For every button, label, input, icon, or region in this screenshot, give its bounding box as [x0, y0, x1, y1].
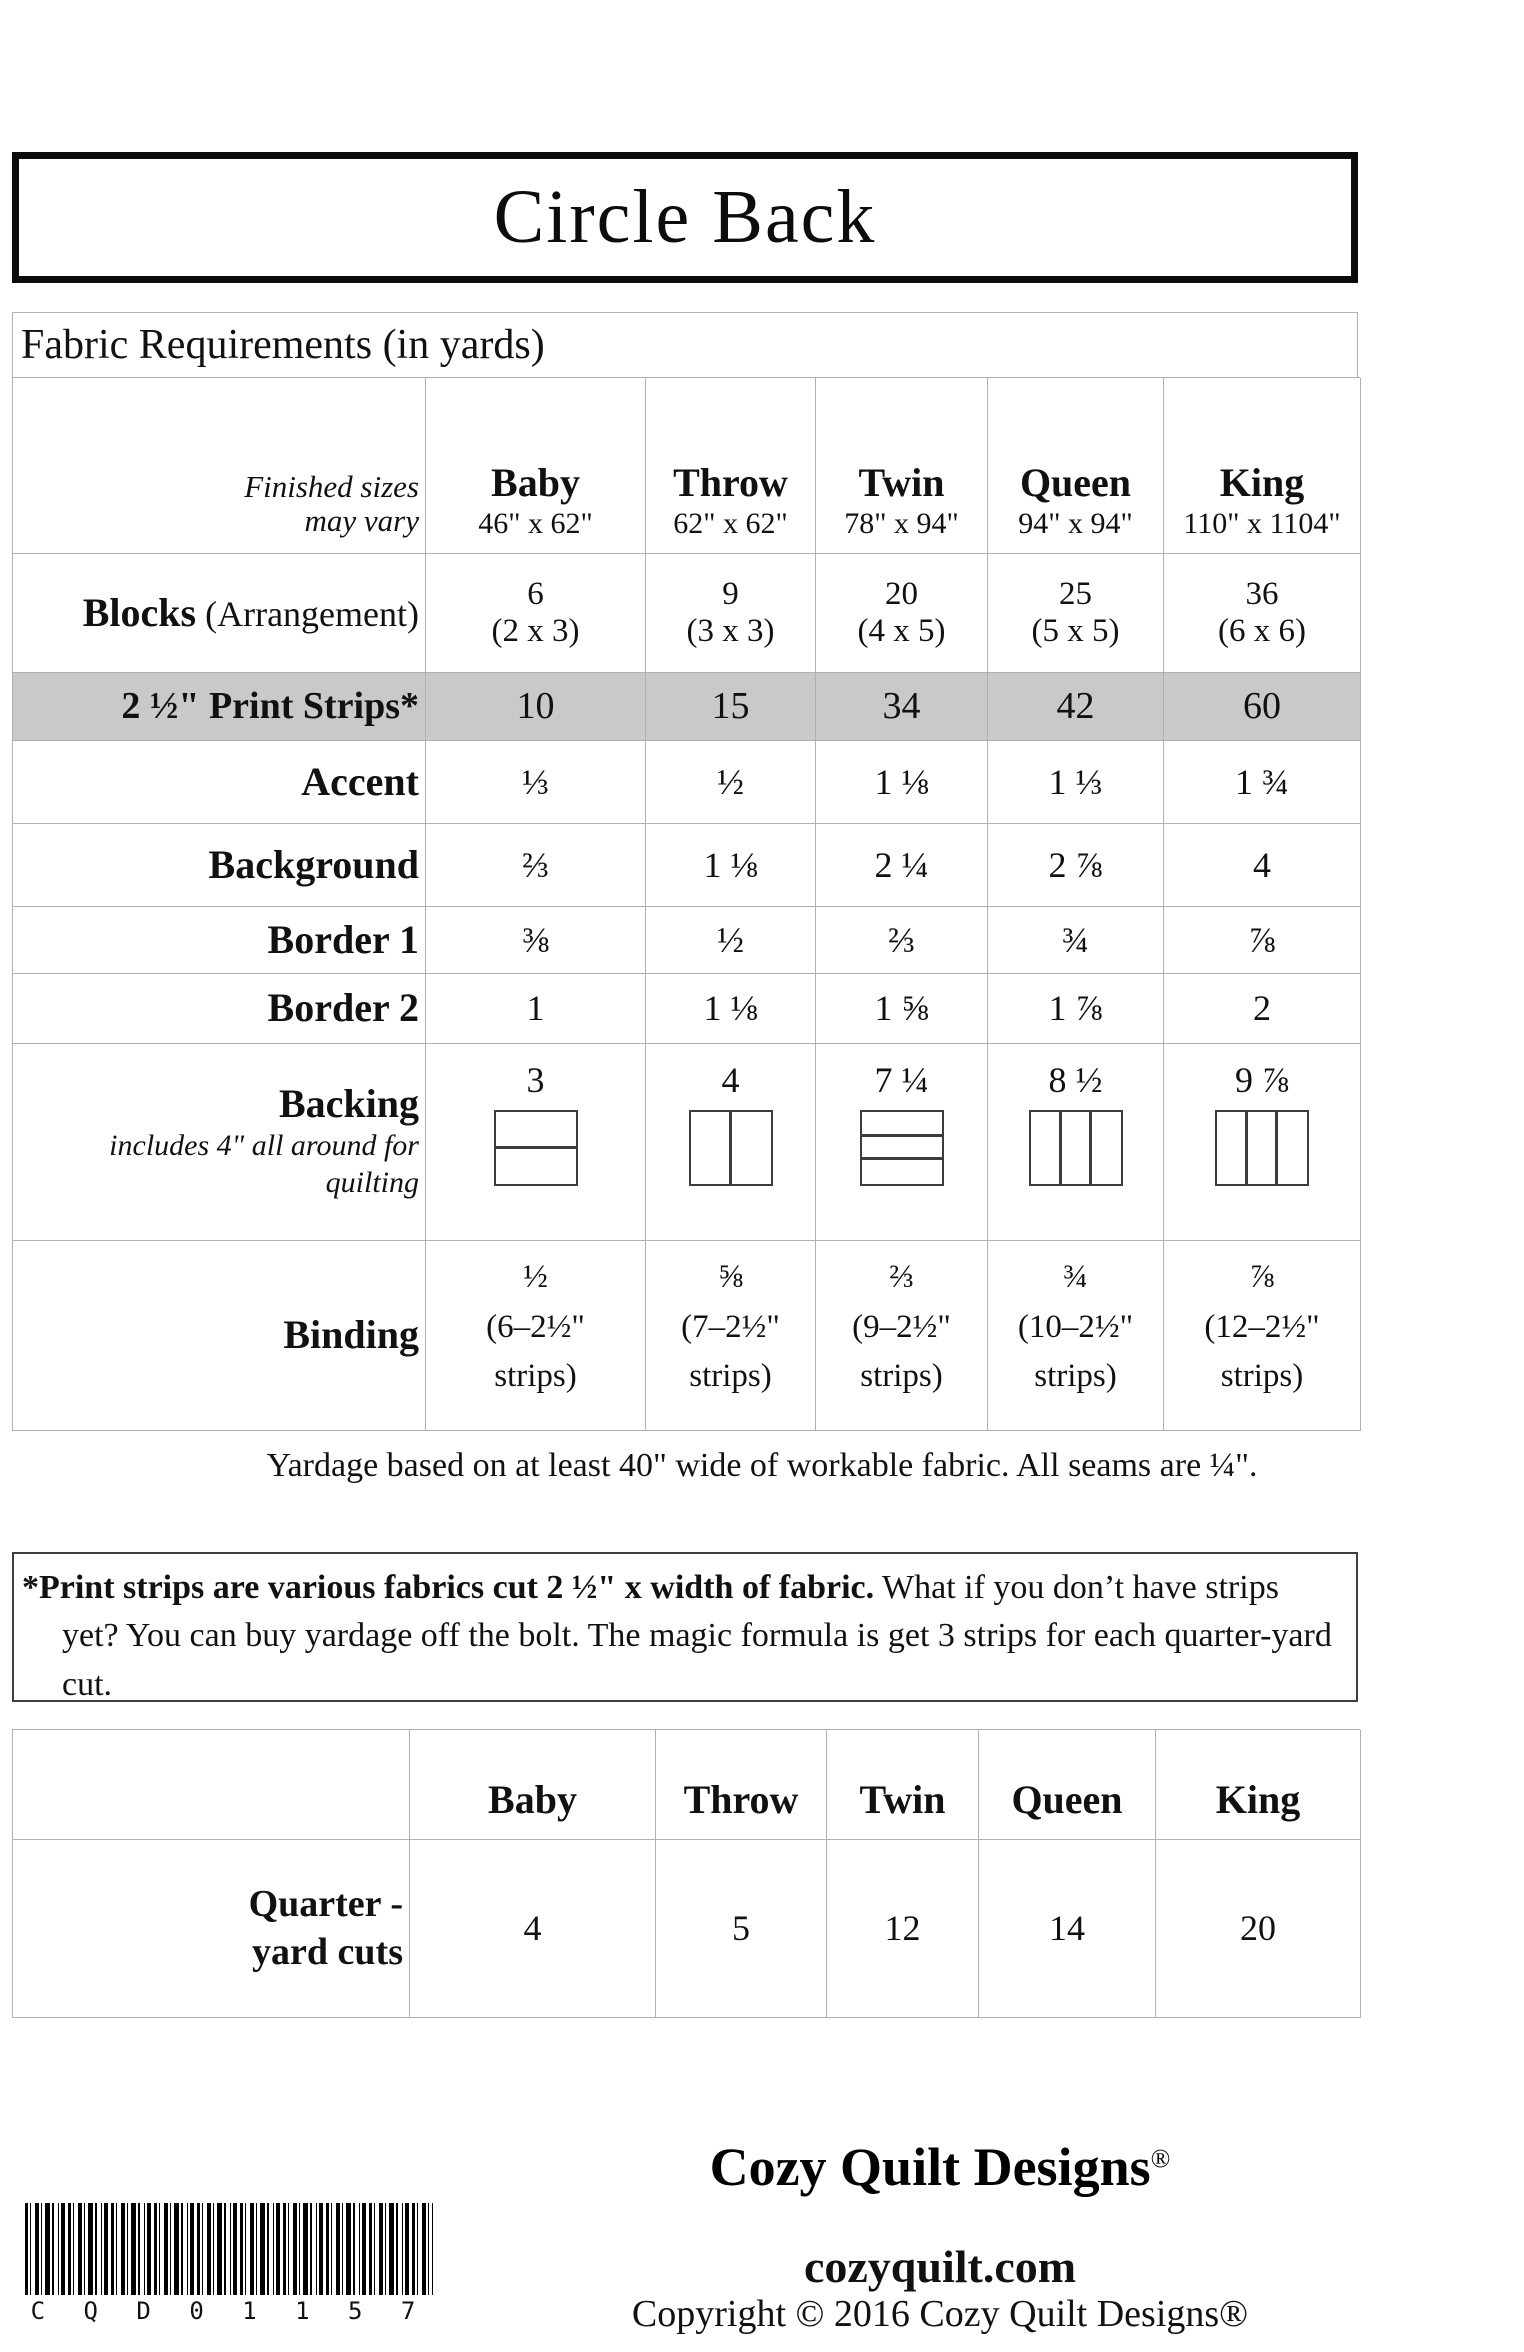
yardage-footnote: Yardage based on at least 40" wide of workable fabric. All seams are ¼". — [266, 1447, 1258, 1484]
row-label-binding: Binding — [13, 1241, 426, 1431]
quarter-header-baby: Baby — [410, 1730, 656, 1840]
backing-throw: 4 — [646, 1044, 816, 1241]
border2-baby: 1 — [426, 974, 646, 1044]
column-header-king: King 110" x 1104" — [1164, 378, 1361, 554]
print-strips-note-box — [12, 1552, 1358, 1702]
finished-sizes-note: Finished sizes may vary — [13, 378, 426, 554]
page-title: Circle Back — [493, 175, 877, 259]
border2-twin: 1 ⅝ — [816, 974, 988, 1044]
quarter-yard-cuts-table — [12, 1729, 1360, 2018]
cozy-quilt-designs-logo: Cozy Quilt Designs® — [709, 2137, 1171, 2197]
row-label-print-strips: 2 ½" Print Strips* — [13, 673, 426, 741]
column-header-throw: Throw 62" x 62" — [646, 378, 816, 554]
blocks-twin: 20 (4 x 5) — [816, 554, 988, 673]
backing-king: 9 ⅞ — [1164, 1044, 1361, 1241]
background-twin: 2 ¼ — [816, 824, 988, 907]
column-header-baby: Baby 46" x 62" — [426, 378, 646, 554]
blocks-throw: 9 (3 x 3) — [646, 554, 816, 673]
background-baby: ⅔ — [426, 824, 646, 907]
print-strips-king: 60 — [1164, 673, 1361, 741]
border1-king: ⅞ — [1164, 907, 1361, 974]
background-king: 4 — [1164, 824, 1361, 907]
binding-throw: ⅝ (7–2½" strips) — [646, 1241, 816, 1431]
backing-baby: 3 — [426, 1044, 646, 1241]
quarter-cuts-throw: 5 — [656, 1840, 827, 2018]
title-box — [12, 152, 1358, 283]
quarter-header-queen: Queen — [979, 1730, 1156, 1840]
border1-throw: ½ — [646, 907, 816, 974]
barcode-digits: C Q D 0 1 1 5 7 — [30, 2297, 428, 2325]
binding-queen: ¾ (10–2½" strips) — [988, 1241, 1164, 1431]
fabric-requirements-heading: Fabric Requirements (in yards) — [12, 312, 1358, 378]
row-label-border2: Border 2 — [13, 974, 426, 1044]
blocks-king: 36 (6 x 6) — [1164, 554, 1361, 673]
note-rest-text: What if you don’t have strips yet? You can buy yardage off the bolt. The magic formula is get 3 strips for each quarter-yard cut. — [62, 1569, 1332, 1703]
background-queen: 2 ⅞ — [988, 824, 1164, 907]
backing-diagram-baby — [494, 1110, 578, 1186]
backing-diagram-queen — [1029, 1110, 1123, 1186]
barcode-bars — [25, 2203, 433, 2295]
accent-king: 1 ¾ — [1164, 741, 1361, 824]
note-bold-text: *Print strips are various fabrics cut 2 ½" x width of fabric. — [22, 1569, 875, 1606]
background-throw: 1 ⅛ — [646, 824, 816, 907]
blocks-baby: 6 (2 x 3) — [426, 554, 646, 673]
row-label-backing: Backing includes 4" all around for quilting — [13, 1044, 426, 1241]
border1-baby: ⅜ — [426, 907, 646, 974]
accent-baby: ⅓ — [426, 741, 646, 824]
accent-twin: 1 ⅛ — [816, 741, 988, 824]
quarter-cuts-twin: 12 — [827, 1840, 979, 2018]
fabric-requirements-table — [12, 377, 1360, 1431]
barcode — [25, 2203, 433, 2325]
column-header-queen: Queen 94" x 94" — [988, 378, 1164, 554]
row-label-border1: Border 1 — [13, 907, 426, 974]
quarter-cuts-king: 20 — [1156, 1840, 1361, 2018]
quarter-header-king: King — [1156, 1730, 1361, 1840]
quarter-header-twin: Twin — [827, 1730, 979, 1840]
binding-twin: ⅔ (9–2½" strips) — [816, 1241, 988, 1431]
backing-diagram-throw — [689, 1110, 773, 1186]
row-label-accent: Accent — [13, 741, 426, 824]
backing-diagram-twin — [860, 1110, 944, 1186]
border2-queen: 1 ⅞ — [988, 974, 1164, 1044]
binding-baby: ½ (6–2½" strips) — [426, 1241, 646, 1431]
website-text: cozyquilt.com — [803, 2241, 1077, 2292]
accent-throw: ½ — [646, 741, 816, 824]
row-label-quarter-yard-cuts: Quarter - yard cuts — [13, 1840, 410, 2018]
border1-twin: ⅔ — [816, 907, 988, 974]
blocks-queen: 25 (5 x 5) — [988, 554, 1164, 673]
row-label-background: Background — [13, 824, 426, 907]
print-strips-twin: 34 — [816, 673, 988, 741]
print-strips-throw: 15 — [646, 673, 816, 741]
quarter-table-corner — [13, 1730, 410, 1840]
copyright-text: Copyright © 2016 Cozy Quilt Designs® — [631, 2293, 1249, 2335]
border2-throw: 1 ⅛ — [646, 974, 816, 1044]
border2-king: 2 — [1164, 974, 1361, 1044]
row-label-blocks: Blocks (Arrangement) — [13, 554, 426, 673]
border1-queen: ¾ — [988, 907, 1164, 974]
quarter-cuts-queen: 14 — [979, 1840, 1156, 2018]
quarter-header-throw: Throw — [656, 1730, 827, 1840]
accent-queen: 1 ⅓ — [988, 741, 1164, 824]
quarter-cuts-baby: 4 — [410, 1840, 656, 2018]
registered-trademark-icon: ® — [1150, 2144, 1171, 2173]
print-strips-baby: 10 — [426, 673, 646, 741]
binding-king: ⅞ (12–2½" strips) — [1164, 1241, 1361, 1431]
backing-diagram-king — [1215, 1110, 1309, 1186]
backing-queen: 8 ½ — [988, 1044, 1164, 1241]
backing-twin: 7 ¼ — [816, 1044, 988, 1241]
column-header-twin: Twin 78" x 94" — [816, 378, 988, 554]
print-strips-queen: 42 — [988, 673, 1164, 741]
